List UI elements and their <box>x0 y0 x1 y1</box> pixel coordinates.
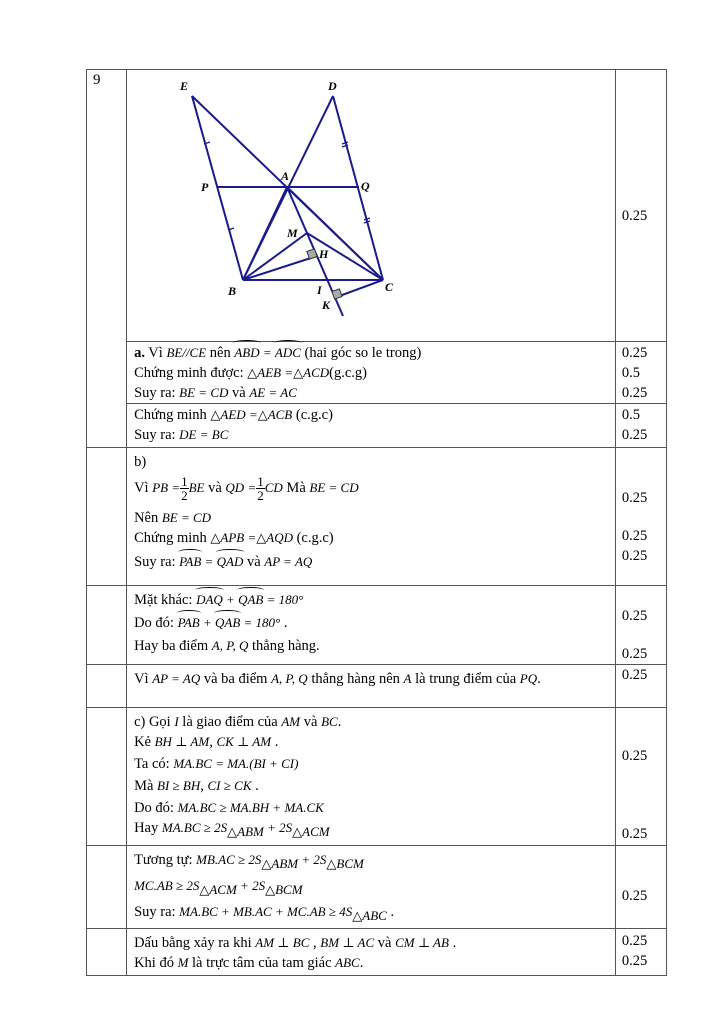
segment-AC <box>287 187 383 280</box>
label-P: P <box>201 180 209 194</box>
label-H: H <box>319 247 329 261</box>
label-M: M <box>287 226 298 240</box>
label-K: K <box>322 298 331 312</box>
geometry-figure <box>127 70 614 340</box>
part-b2: Mặt khác: DAQ + QAB = 180° Do đó: PAB + QAB = 180° . Hay ba điểm A, P, Q thẳng hàng. <box>127 586 616 665</box>
figure-cell <box>127 70 616 342</box>
part-b-points: 0.25 0.25 0.25 <box>615 448 666 586</box>
part-b3-points: 0.25 <box>615 665 666 708</box>
part-c2-points: 0.25 <box>615 846 666 929</box>
part-c-points: 0.25 0.25 <box>615 708 666 846</box>
solution-table <box>86 69 667 976</box>
part-b3: Vì AP = AQ và ba điểm A, P, Q thẳng hàng nên A là trung điểm của PQ. <box>127 665 616 708</box>
label-B: B <box>228 284 237 298</box>
figure-points: 0.25 <box>615 70 666 342</box>
part-b: b) Vì PB = $\frac{1}{2}$ BE và QD = $\frac{1}{2}$ CD Mà BE = CD Nên BE = CD Chứng minh △APB =△AQD (c.g.c) Suy ra: PAB = QAD và AP = AQ <box>127 448 616 586</box>
part-b2-points: 0.25 0.25 <box>615 586 666 665</box>
label-A: A <box>281 169 290 183</box>
part-c2: Tương tự: $MB.AC \ge 2S_{\triangle ABM} + 2S_{\triangle BCM}$ $MC.AB \ge 2S_{\triangle ACM} + 2S_{\triangle BCM}$ Suy ra: $MA.BC + MB.AC + MC.AB \ge 4S_{\triangle ABC}$ . <box>127 846 616 929</box>
part-c3-points: 0.25 0.25 <box>615 928 666 975</box>
segment-MB <box>243 233 307 280</box>
problem-number: 9 <box>87 70 127 448</box>
label-I: I <box>317 283 322 297</box>
part-c: c) Gọi I là giao điểm của AM và BC. Kẻ BH ⊥ AM, CK ⊥ AM . Ta có: MA.BC = MA.(BI + CI) Mà BI ≥ BH, CI ≥ CK . Do đó: MA.BC ≥ MA.BH + MA.CK Hay $MA.BC \ge 2S_{\triangle ABM} + 2S_{\triangle ACM}$ <box>127 708 616 846</box>
label-Q: Q <box>361 179 370 193</box>
segment-BH <box>243 256 317 280</box>
part-c3: Dấu bằng xảy ra khi AM ⊥ BC , BM ⊥ AC và CM ⊥ AB . Khi đó M là trực tâm của tam giác ABC. <box>127 928 616 975</box>
part-a: a. Vì BE//CE nên ABD = ADC (hai góc so le trong) Chứng minh được: △AEB =△ACD(g.c.g) Suy ra: BE = CD và AE = AC Chứng minh △AED =△ACB (c.g.c) Suy ra: DE = BC <box>127 342 616 448</box>
label-D: D <box>328 79 337 93</box>
part-a-points: 0.25 0.5 0.25 0.5 0.25 <box>615 342 666 448</box>
segment-AB <box>243 187 287 280</box>
label-C: C <box>385 280 394 294</box>
label-E: E <box>180 79 189 93</box>
